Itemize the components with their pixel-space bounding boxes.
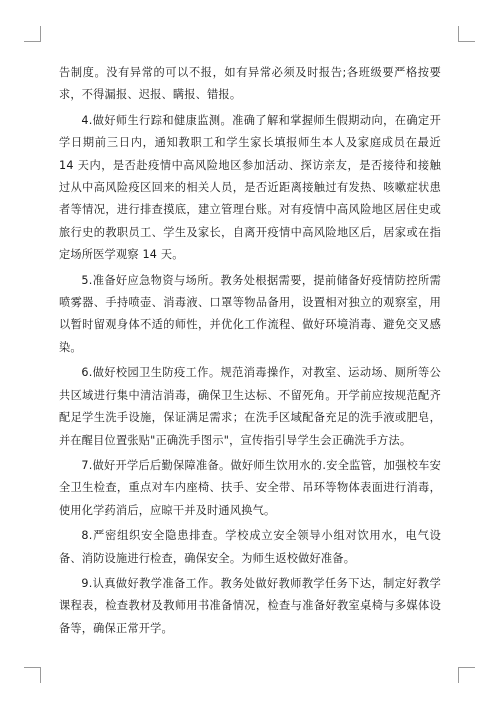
crop-mark-bottom-left	[40, 667, 41, 683]
paragraph-item-5: 5.准备好应急物资与场所。教务处根据需要，提前储备好疫情防控所需喷雾器、手持喷壶、消毒液、口罩等物品备用，设置相对独立的观察室，用以暂时留观身体不适的师性，并优化工作流程、做好环境消毒、避免交叉感染。	[59, 273, 441, 354]
crop-mark-top-left	[40, 26, 41, 42]
crop-mark-top-left	[24, 41, 41, 42]
crop-mark-bottom-right	[458, 667, 459, 683]
paragraph-item-6: 6.做好校园卫生防疫工作。规范消毒操作，对教室、运动场、厕所等公共区域进行集中清洁消毒，确保卫生达标、不留死角。开学前应按规范配齐配足学生洗手设施，保证满足需求；在洗手区域配备充足的洗手液或肥皂，并在醒目位置张贴"正确洗手图示"，宣传指引导学生会正确洗手方法。	[59, 366, 441, 447]
paragraph-item-7: 7.做好开学后后勤保障准备。做好师生饮用水的.安全监管，加强校车安全卫生检查，重点对车内座椅、扶手、安全带、吊环等物体表面进行消毒，使用化学药消后，应晾干并及时通风换气。	[59, 458, 441, 517]
crop-mark-bottom-left	[24, 667, 41, 668]
crop-mark-top-right	[458, 41, 475, 42]
crop-mark-bottom-right	[458, 667, 475, 668]
document-body	[59, 62, 441, 643]
paragraph-item-9: 9.认真做好教学准备工作。教务处做好教师教学任务下达，制定好教学课程表，检查教材及教师用书准备情况，检查与准备好教室桌椅与多媒体设备等，确保正常开学。	[59, 576, 441, 635]
paragraph-item-8: 8.严密组织安全隐患排查。学校成立安全领导小组对饮用水，电气设备、消防设施进行检查，确保安全。为师生返校做好准备。	[59, 529, 441, 565]
paragraph-continuation: 告制度。没有异常的可以不报，如有异常必须及时报告;各班级要严格按要求，不得漏报、迟报、瞒报、错报。	[59, 66, 441, 102]
paragraph-item-4: 4.做好师生行踪和健康监测。准确了解和掌握师生假期动向，在确定开学日期前三日内，通知教职工和学生家长填报师生本人及家庭成员在最近 14 天内，是否赴疫情中高风险地区参加活动、探访亲友，是否接待和接触过从中高风险疫区回来的相关人员，是否近距离接触过有发热、咳嗽症状患者等情况，进行排查摸底，建立管理台账。对有疫情中高风险地区居住史或旅行史的教职员工、学生及家长，自离开疫情中高风险地区后，居家或在指定场所医学观察 14 天。	[59, 113, 441, 262]
crop-mark-top-right	[458, 26, 459, 42]
